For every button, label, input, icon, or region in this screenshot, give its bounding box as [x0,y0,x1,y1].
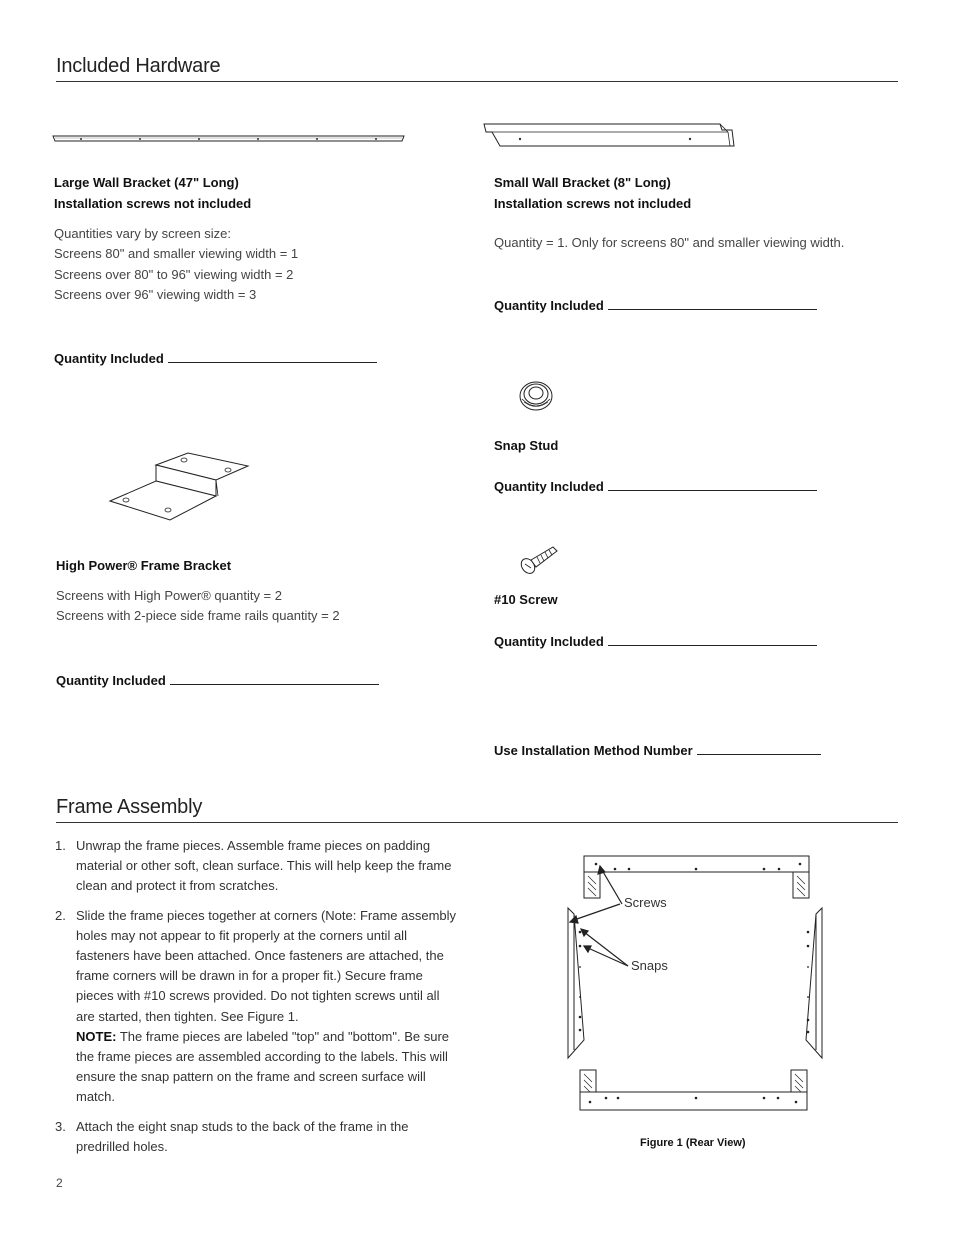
assembly-step [55,906,460,1108]
step-text: Attach the eight snap studs to the back of the frame in the predrilled holes. [76,1118,409,1154]
frame-bracket-name: High Power® Frame Bracket [56,558,232,573]
quantity-label: Quantity Included [494,634,604,649]
installation-method [494,742,821,758]
quantity-blank[interactable] [608,478,817,491]
large-bracket-line: Screens over 96" viewing width = 3 [54,286,257,302]
assembly-steps [55,836,460,1166]
quantity-blank[interactable] [608,297,817,310]
quantity-blank[interactable] [608,633,817,646]
installation-method-blank[interactable] [697,742,821,755]
large-bracket-quantity [54,350,377,366]
large-bracket-note: Installation screws not included [54,196,252,211]
snap-stud-name: Snap Stud [494,438,559,453]
small-bracket-quantity-text: Quantity = 1. Only for screens 80" and smaller viewing width. [494,235,845,250]
small-bracket-note: Installation screws not included [494,196,692,211]
screw-icon [519,545,559,577]
step-text: Slide the frame pieces together at corners (Note: Frame assembly holes may not appear to fit properly at the corners until all fasteners have been attached. Once fasteners are attached, the frame corners will be drawn in for a proper fit.) Secure frame pieces with #10 screws provided. Do not tighten screws until all are started, then tighten. See Figure 1. [76,907,457,1024]
frame-bracket-line: Screens with High Power® quantity = 2 [56,588,282,603]
note-label: NOTE: [76,1028,117,1044]
quantity-label: Quantity Included [54,351,164,366]
screw-quantity [494,633,817,649]
frame-bracket-line: Screens with 2-piece side frame rails quantity = 2 [56,608,340,624]
step-number: 2. [55,907,66,923]
screws-label: Screws [624,895,667,910]
snaps-label: Snaps [631,958,668,973]
page-number: 2 [56,1176,63,1190]
included-hardware-title: Included Hardware [56,55,221,77]
section-divider [56,822,898,823]
quantity-blank[interactable] [170,672,379,685]
step-number: 3. [55,1118,66,1134]
frame-bracket-illustration [108,450,250,526]
large-bracket-line: Screens over 80" to 96" viewing width = 2 [54,266,294,282]
step-text: Unwrap the frame pieces. Assemble frame pieces on padding material or other soft, clean surface. This will help keep the frame clean and protect it from scratches. [76,838,452,894]
quantity-label: Quantity Included [494,479,604,494]
figure-caption: Figure 1 (Rear View) [640,1137,746,1149]
frame-bracket-quantities [56,586,436,627]
quantity-label: Quantity Included [494,298,604,313]
snap-stud-quantity [494,478,817,494]
right-rail [806,908,822,1058]
note-text: The frame pieces are labeled "top" and "bottom". Be sure the frame pieces are assembled according to the labels. This will ensure the snap pattern on the frame and screen surface will match. [76,1028,450,1105]
step-number: 1. [55,838,66,853]
screw-name: #10 Screw [494,592,558,607]
large-bracket-quantities [54,224,434,305]
large-bracket-name: Large Wall Bracket (47" Long) [54,175,239,190]
large-bracket-line: Screens 80" and smaller viewing width = 1 [54,246,299,262]
quantity-label: Quantity Included [56,673,166,688]
large-wall-bracket-illustration [52,134,406,146]
assembly-step [55,1117,460,1157]
assembly-step [55,836,460,897]
frame-assembly-title: Frame Assembly [56,796,203,818]
snap-stud-icon [518,377,556,413]
small-bracket-quantity [494,297,817,313]
small-wall-bracket-illustration [482,122,736,148]
small-bracket-name: Small Wall Bracket (8" Long) [494,175,671,190]
section-divider [56,81,898,82]
large-bracket-line: Quantities vary by screen size: [54,226,232,241]
quantity-blank[interactable] [168,350,377,363]
frame-rear-view-figure [560,852,830,1118]
bottom-rail [580,1070,807,1110]
frame-bracket-quantity [56,672,379,688]
installation-method-label: Use Installation Method Number [494,743,693,758]
top-rail [584,856,809,898]
